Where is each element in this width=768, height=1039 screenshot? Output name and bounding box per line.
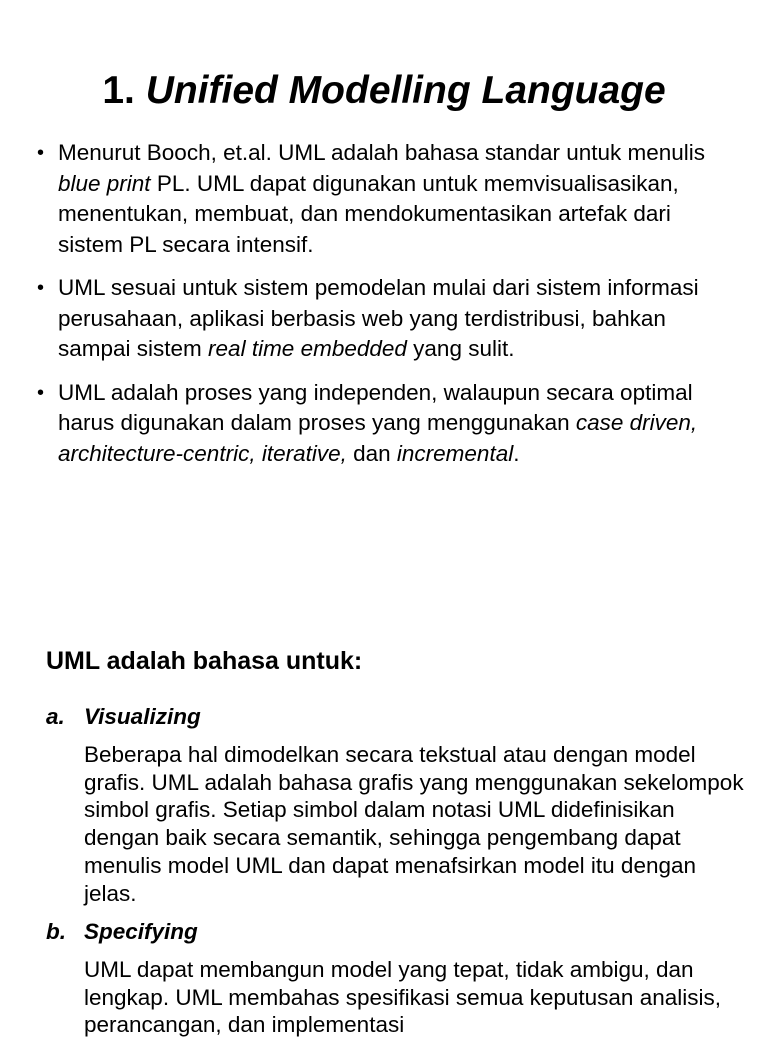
bullet-emphasis: real time embedded xyxy=(208,336,407,361)
bullet-list xyxy=(36,138,736,482)
bullet-item xyxy=(36,138,736,260)
bullet-marker: • xyxy=(37,142,45,164)
item-label: Specifying xyxy=(84,919,198,944)
bullet-text: UML adalah proses yang independen, walaupun secara optimal harus digunakan dalam proses yang menggunakan xyxy=(58,379,693,435)
section-heading: UML adalah bahasa untuk: xyxy=(46,647,363,675)
bullet-emphasis: blue print xyxy=(58,170,151,196)
bullet-text: UML sesuai untuk sistem pemodelan mulai dari sistem informasi perusahaan, aplikasi berbasis web yang terdistribusi, bahkan sampai sistem xyxy=(58,275,699,361)
page-title xyxy=(0,68,768,114)
item-body-specifying: UML dapat membangun model yang tepat, tidak ambigu, dan lengkap. UML membahas spesifikasi semua keputusan analisis, perancangan, dan implementasi xyxy=(84,957,721,1038)
item-letter: a. xyxy=(46,704,65,729)
bullet-text: PL. UML dapat digunakan untuk memvisualisasikan, menentukan, membuat, dan mendokumentasikan artefak dari sistem PL secara intensif. xyxy=(58,170,679,257)
bullet-text: yang sulit. xyxy=(406,336,515,361)
item-letter: b. xyxy=(46,919,66,944)
item-body-visualizing: Beberapa hal dimodelkan secara tekstual atau dengan model grafis. UML adalah bahasa grafis yang menggunakan sekelompok simbol grafis. Setiap simbol dalam notasi UML didefinisikan dengan baik secara semantik, sehingga pengembang dapat menulis model UML dan dapat menafsirkan model itu dengan jelas. xyxy=(84,742,744,906)
bullet-emphasis: case driven, architecture-centric, iterative, xyxy=(58,410,698,466)
bullet-marker: • xyxy=(37,381,45,404)
bullet-text: . xyxy=(513,440,520,466)
title-number: 1. xyxy=(102,69,135,112)
bullet-text: dan xyxy=(346,440,397,466)
bullet-marker: • xyxy=(37,277,45,299)
bullet-emphasis: incremental xyxy=(396,440,514,466)
title-text: Unified Modelling Language xyxy=(145,69,666,112)
bullet-text: Menurut Booch, et.al. UML adalah bahasa standar untuk menulis xyxy=(58,140,706,165)
item-heading-visualizing xyxy=(46,702,201,732)
item-label: Visualizing xyxy=(84,704,201,729)
bullet-item xyxy=(36,378,736,470)
item-heading-specifying xyxy=(46,917,198,947)
bullet-item xyxy=(36,273,736,365)
